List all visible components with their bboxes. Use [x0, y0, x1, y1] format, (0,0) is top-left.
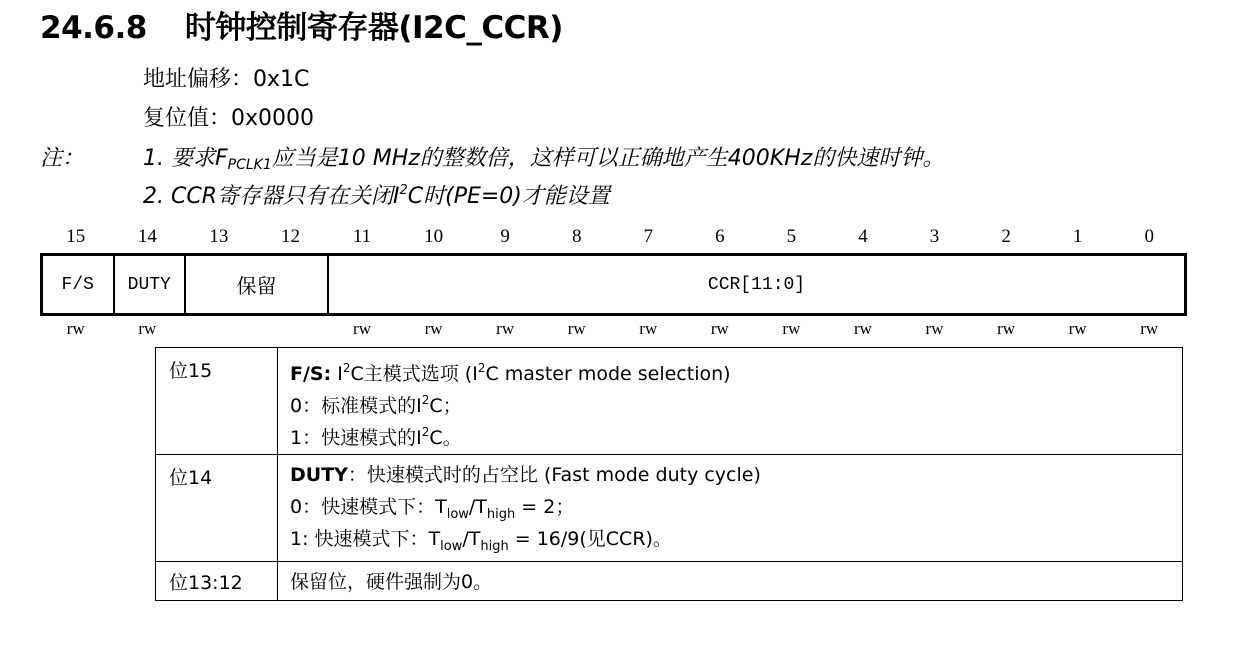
- access-type: rw: [639, 319, 658, 338]
- bit-number: 15: [66, 226, 86, 247]
- note-2-text-b: C时(PE=0)才能设置: [407, 184, 610, 209]
- bit-number: 2: [1001, 226, 1011, 247]
- table-row-bit14: [156, 455, 1183, 562]
- bit-description: [278, 455, 1183, 562]
- field-name: F/S:: [290, 363, 332, 385]
- field-fs: F/S: [43, 256, 115, 313]
- text-run: 0：快速模式下：T: [290, 496, 447, 518]
- bit-number: 7: [643, 226, 654, 247]
- bit-label: 位15: [156, 348, 278, 455]
- note-1: [143, 141, 944, 173]
- access-type: rw: [853, 319, 872, 338]
- text-run: 0：标准模式的I: [290, 395, 422, 417]
- address-offset: 地址偏移：0x1C: [143, 67, 310, 92]
- note-2: [143, 179, 610, 210]
- bit-number: 14: [137, 226, 157, 247]
- register-diagram: [40, 253, 1187, 316]
- access-type: rw: [66, 319, 85, 338]
- note-2-superscript: 2: [399, 183, 408, 198]
- field-name: DUTY: [290, 464, 348, 486]
- superscript: 2: [421, 393, 430, 407]
- access-type: [183, 319, 255, 339]
- bit-number: 4: [858, 226, 868, 247]
- text-run: C；: [429, 395, 462, 417]
- superscript: 2: [477, 361, 486, 375]
- bit-number: 13: [209, 226, 229, 247]
- access-type: rw: [353, 319, 371, 338]
- text-run: 1：快速模式的I: [290, 427, 422, 449]
- bit-number: 6: [715, 226, 725, 247]
- subscript: high: [486, 507, 516, 522]
- bit-description: [278, 348, 1183, 455]
- bit-number: 9: [500, 226, 510, 247]
- description-line: [290, 352, 1182, 384]
- text-run: C master mode selection): [485, 363, 731, 385]
- superscript: 2: [421, 425, 430, 439]
- access-type: rw: [496, 319, 515, 338]
- access-type: rw: [138, 319, 157, 338]
- text-run: C主模式选项 (I: [350, 363, 478, 385]
- text-run: /T: [462, 528, 481, 550]
- bit-description-table: [155, 347, 1183, 601]
- access-type: rw: [424, 319, 443, 338]
- access-type: rw: [567, 319, 586, 338]
- access-row: [40, 319, 1185, 339]
- text-run: = 16/9(见CCR)。: [508, 528, 672, 550]
- note-1-text-b: 应当是10 MHz的整数倍，这样可以正确地产生400KHz的快速时钟。: [271, 146, 945, 171]
- bit-number: 8: [571, 226, 582, 247]
- text-run: C。: [429, 427, 462, 449]
- access-type: rw: [997, 319, 1016, 338]
- description-line: [290, 491, 1182, 523]
- description-line: [290, 459, 1182, 491]
- note-1-subscript: PCLK1: [227, 157, 272, 173]
- text-run: /T: [468, 496, 487, 518]
- reset-value: 复位值：0x0000: [143, 106, 315, 131]
- table-row-bit13-12: [156, 562, 1183, 601]
- access-type: [255, 319, 327, 339]
- bit-number: 12: [280, 226, 300, 247]
- subscript: high: [480, 539, 509, 554]
- table-row-bit15: [156, 348, 1183, 455]
- note-1-text-a: 1. 要求F: [143, 146, 228, 171]
- text-run: I: [331, 363, 343, 385]
- text-run: ：快速模式时的占空比 (Fast mode duty cycle): [347, 464, 761, 486]
- subscript: low: [446, 507, 469, 522]
- field-reserved: 保留: [186, 256, 329, 313]
- access-type: rw: [925, 319, 944, 338]
- bit-number: 10: [424, 226, 444, 247]
- description-line: 保留位，硬件强制为0。: [290, 571, 493, 593]
- field-ccr: CCR[11:0]: [707, 274, 806, 295]
- superscript: 2: [342, 361, 351, 375]
- bit-number: 5: [786, 226, 797, 247]
- note-label: 注：: [40, 146, 85, 171]
- access-type: rw: [710, 319, 729, 338]
- text-run: = 2；: [515, 496, 575, 518]
- description-line: [290, 523, 1182, 555]
- bit-number-row: [40, 226, 1185, 248]
- bit-number: 0: [1144, 226, 1154, 247]
- description-line: [290, 416, 1182, 448]
- bit-label: 位13:12: [156, 562, 278, 601]
- bit-label: 位14: [156, 455, 278, 562]
- access-type: rw: [1068, 319, 1087, 338]
- subscript: low: [440, 539, 463, 554]
- text-run: 1: 快速模式下：T: [290, 528, 441, 550]
- field-duty: DUTY: [115, 256, 187, 313]
- access-type: rw: [1140, 319, 1159, 338]
- bit-description: [278, 562, 1183, 601]
- access-type: rw: [782, 319, 801, 338]
- bit-number: 3: [929, 226, 940, 247]
- section-title: 时钟控制寄存器(I2C_CCR): [184, 10, 563, 46]
- bit-number: 11: [352, 226, 372, 247]
- bit-number: 1: [1072, 226, 1083, 247]
- section-number: 24.6.8: [40, 10, 147, 46]
- section-heading: [40, 2, 563, 47]
- note-2-text-a: 2. CCR寄存器只有在关闭I: [143, 184, 400, 209]
- description-line: [290, 384, 1182, 416]
